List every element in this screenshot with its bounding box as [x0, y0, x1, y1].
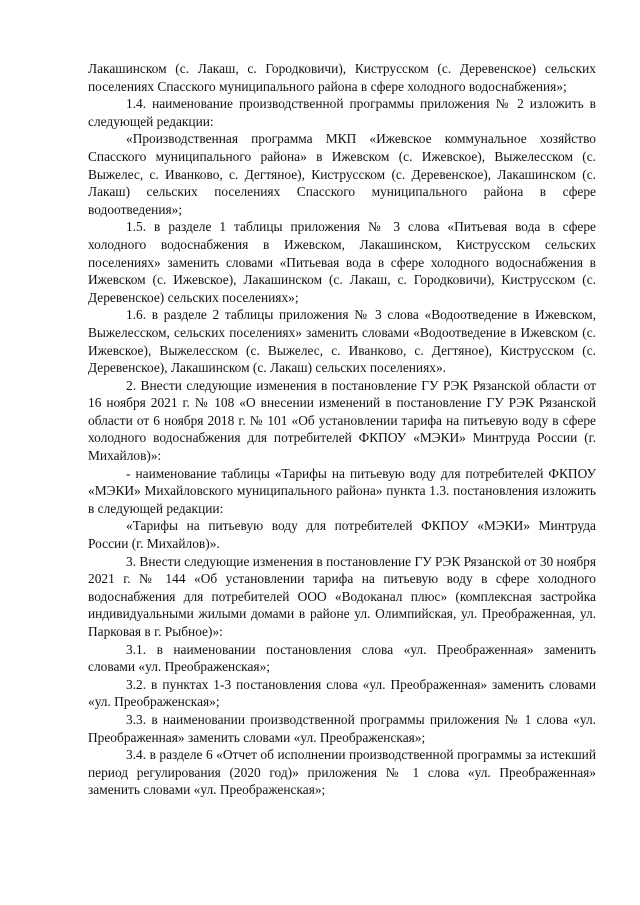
paragraph-1-5: 1.5. в разделе 1 таблицы приложения № 3 слова «Питьевая вода в сфере холодного водоснабжения в Ижевском, Лакашинском, Киструсском сельских поселениях» заменить словами «Питьевая вода в сфере холодного водоснабжения в Ижевском (с. Ижевское), Лакашинском (с. Лакаш, с. Городковичи), Киструсском (с. Деревенское) сельских поселениях»;	[88, 219, 596, 305]
paragraph-3-4: 3.4. в разделе 6 «Отчет об исполнении производственной программы за истекший период регулирования (2020 год)» приложения № 1 слова «ул. Преображенная» заменить словами «ул. Преображенская»;	[88, 747, 596, 798]
paragraph-2-new-title: «Тарифы на питьевую воду для потребителей ФКПОУ «МЭКИ» Минтруда России (г. Михайлов)».	[88, 518, 596, 552]
paragraph-1-4: 1.4. наименование производственной программы приложения № 2 изложить в следующей редакции:	[88, 96, 596, 129]
paragraph-1-6: 1.6. в разделе 2 таблицы приложения № 3 слова «Водоотведение в Ижевском, Выжелесском, сельских поселениях» заменить словами «Водоотведение в Ижевском (с. Ижевское), Выжелесском (с. Выжелес, с. Иванково, с. Дегтяное), Киструсском (с. Деревенское), Лакашинском (с. Лакаш) сельских поселениях».	[88, 307, 596, 376]
paragraph-3: 3. Внести следующие изменения в постановление ГУ РЭК Рязанской от 30 ноября 2021 г. № 144 «Об установлении тарифа на питьевую воду в сфере холодного водоснабжения для потребителей ООО «Водоканал плюс» (комплексная застройка индивидуальными жилыми домами в районе ул. Олимпийская, ул. Преображенная, ул. Парковая в г. Рыбное)»:	[88, 553, 596, 639]
paragraph-3-2: 3.2. в пунктах 1-3 постановления слова «ул. Преображенная» заменить словами «ул. Преображенская»;	[88, 676, 596, 710]
document-body	[88, 60, 596, 799]
paragraph-3-1: 3.1. в наименовании постановления слова «ул. Преображенная» заменить словами «ул. Преображенская»;	[88, 641, 596, 675]
paragraph-3-3: 3.3. в наименовании производственной программы приложения № 1 слова «ул. Преображенная» заменить словами «ул. Преображенская»;	[88, 711, 596, 745]
paragraph-continuation: Лакашинском (с. Лакаш, с. Городковичи), Киструсском (с. Деревенское) сельских поселениях Спасского муниципального района в сфере холодного водоснабжения»;	[88, 61, 596, 94]
paragraph-2-table-name: - наименование таблицы «Тарифы на питьевую воду для потребителей ФКПОУ «МЭКИ» Михайловского муниципального района» пункта 1.3. постановления изложить в следующей редакции:	[88, 465, 596, 516]
paragraph-2: 2. Внести следующие изменения в постановление ГУ РЭК Рязанской области от 16 ноября 2021 г. № 108 «О внесении изменений в постановление ГУ РЭК Рязанской области от 6 ноября 2018 г. № 101 «Об установлении тарифа на питьевую воду в сфере холодного водоснабжения для потребителей ФКПОУ «МЭКИ» Минтруда России (г. Михайлов)»:	[88, 377, 596, 464]
paragraph-program-title: «Производственная программа МКП «Ижевское коммунальное хозяйство Спасского муниципального района» в Ижевском (с. Ижевское), Выжелесском (с. Выжелес, с. Иванково, с. Дегтяное), Киструсском (с. Деревенское), Лакашинском (с. Лакаш) сельских поселениях Спасского муниципального района в сфере водоотведения»;	[88, 131, 596, 217]
